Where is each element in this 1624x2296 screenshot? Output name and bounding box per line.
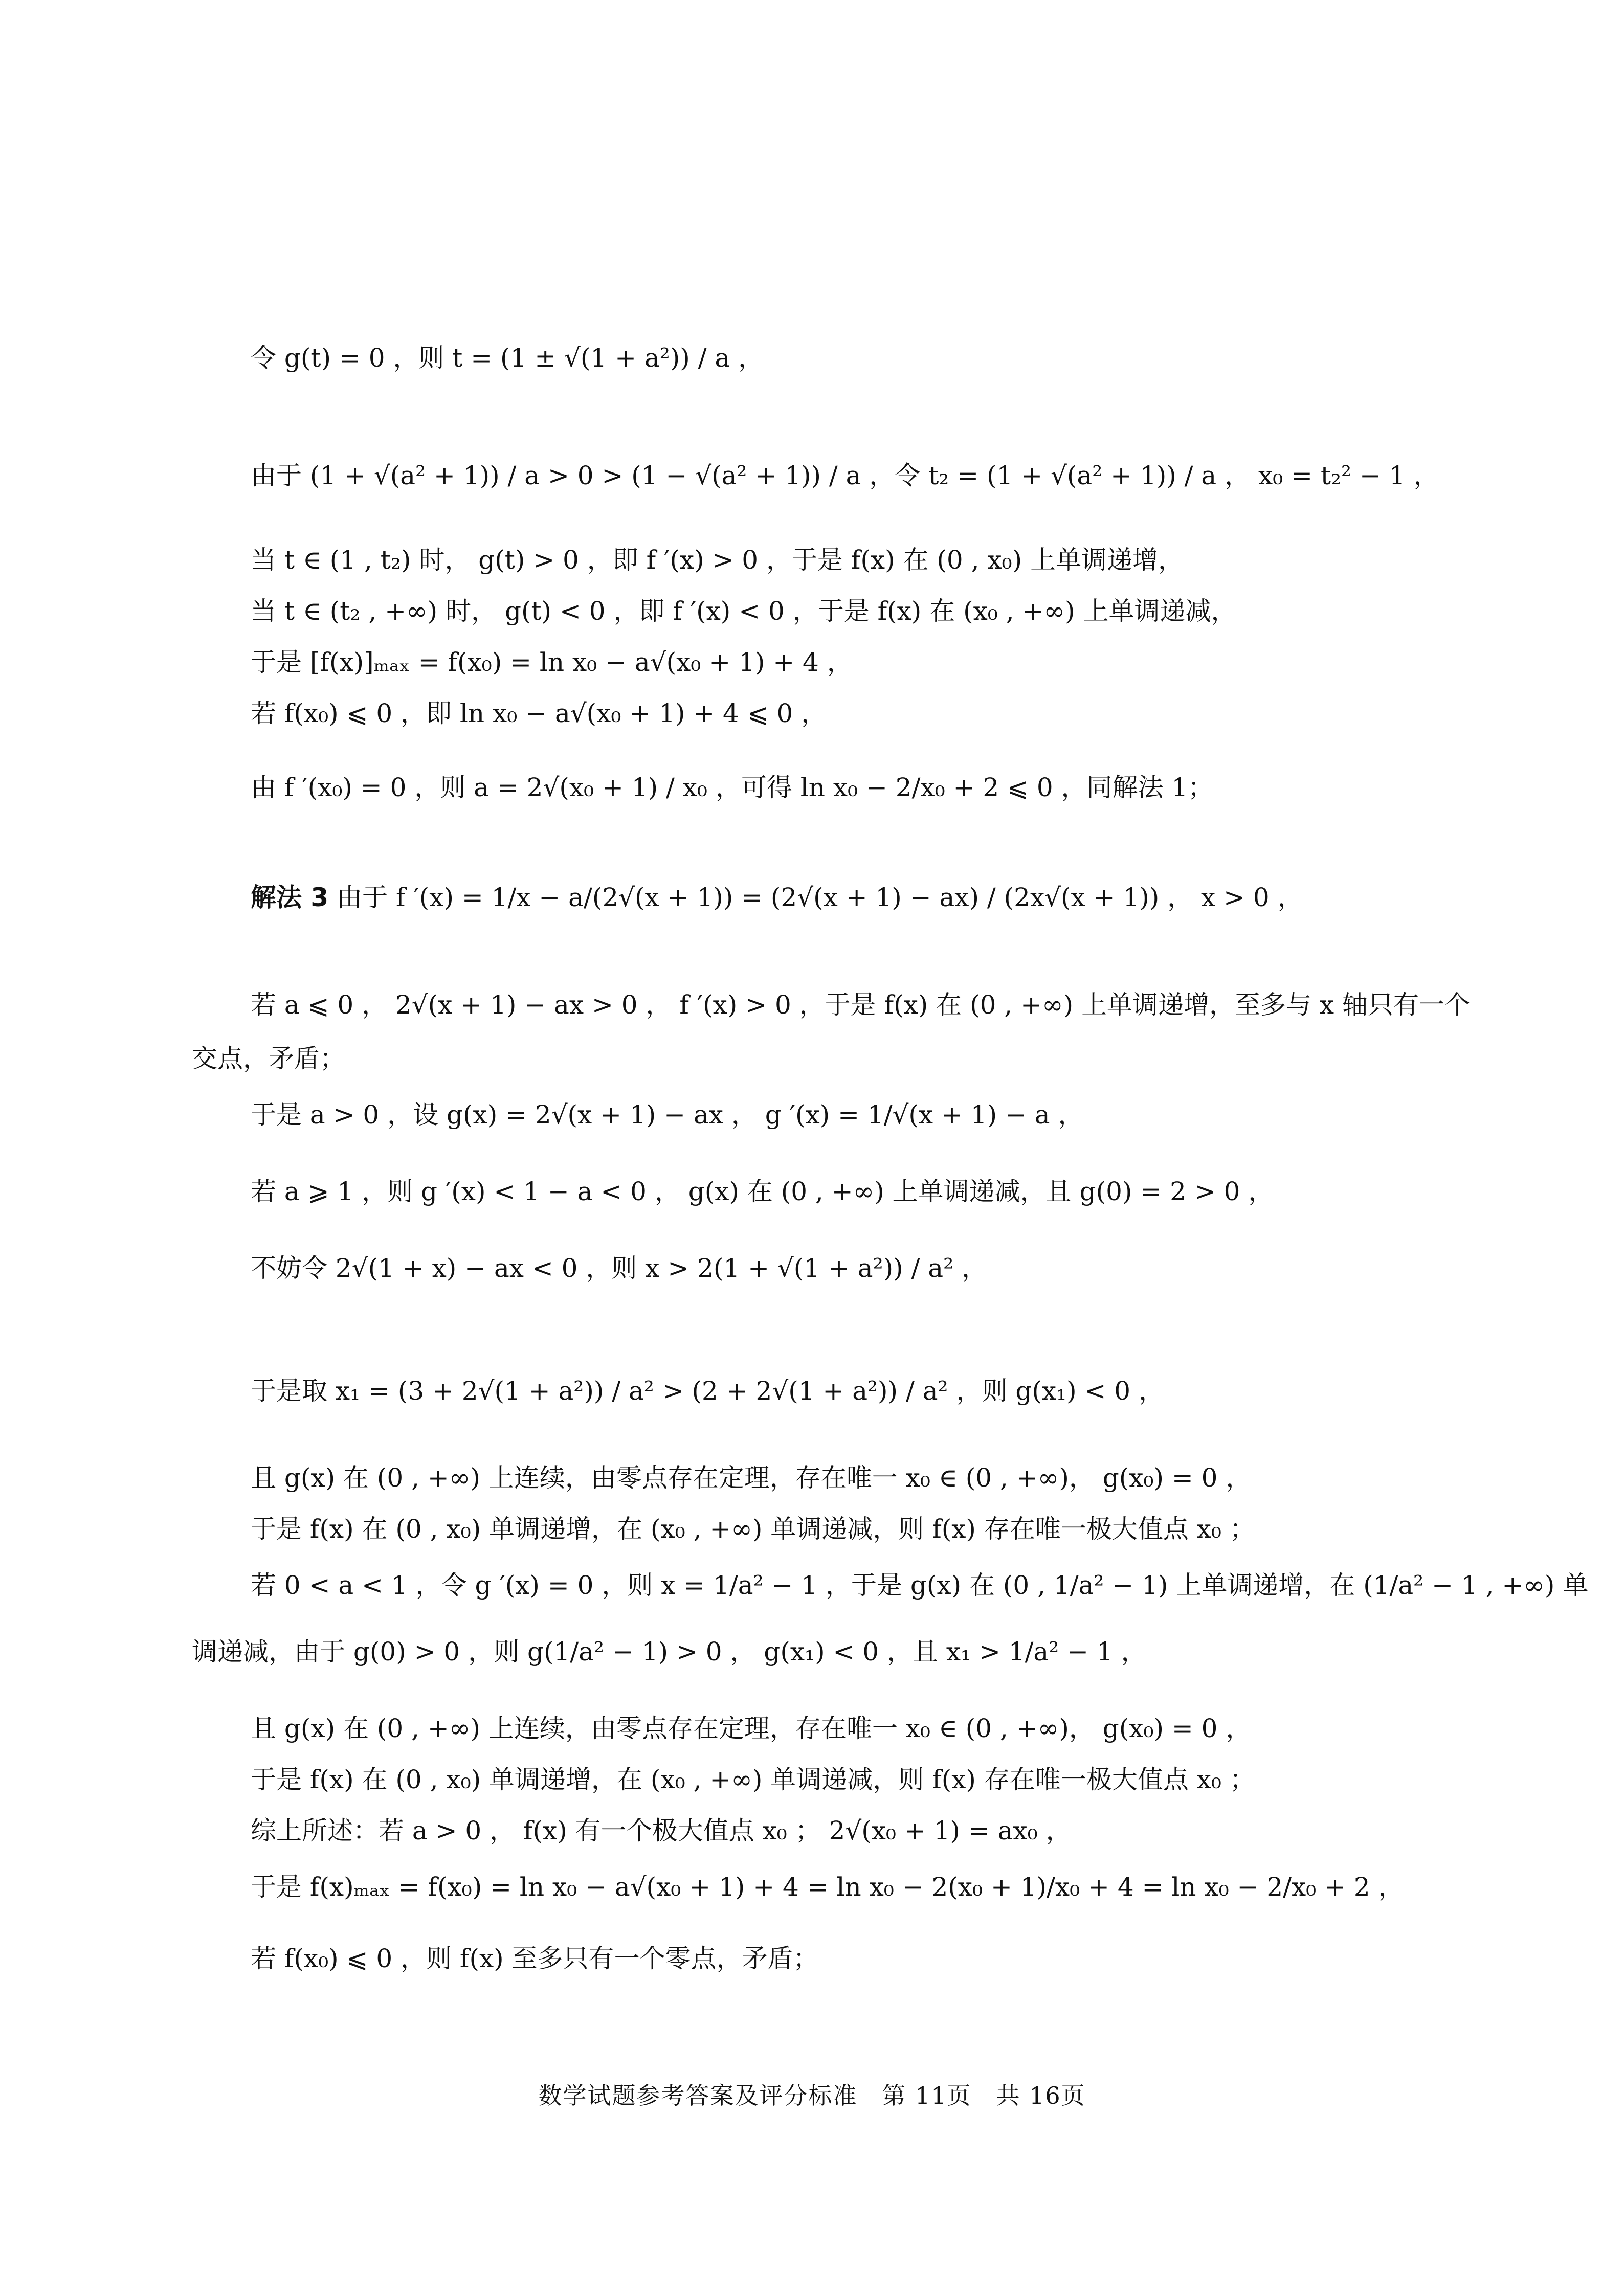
text-line-13: 不妨令 2√(1 + x) − ax < 0 ，则 x > 2(1 + √(1 + a²)) / a² ， — [251, 1253, 988, 1283]
text-line-1: 令 g(t) = 0 ，则 t = (1 ± √(1 + a²)) / a ， — [251, 343, 764, 373]
text-line-22: 于是 f(x)ₘₐₓ = f(x₀) = ln x₀ − a√(x₀ + 1) + 4 = ln x₀ − 2(x₀ + 1)/x₀ + 4 = ln x₀ − 2/x₀ + 2 ， — [251, 1872, 1404, 1902]
text-line-4: 当 t ∈ (t₂ , +∞) 时， g(t) < 0 ，即 f ′(x) < 0 ，于是 f(x) 在 (x₀ , +∞) 上单调递减， — [251, 596, 1237, 626]
text-line-6: 若 f(x₀) ⩽ 0 ，即 ln x₀ − a√(x₀ + 1) + 4 ⩽ 0 ， — [251, 699, 827, 728]
text-line-16: 于是 f(x) 在 (0 , x₀) 单调递增，在 (x₀ , +∞) 单调递减，则 f(x) 存在唯一极大值点 x₀ ； — [251, 1514, 1255, 1544]
method-3-heading: 解法 3 — [251, 883, 329, 912]
text-line-10: 交点，矛盾； — [192, 1044, 345, 1073]
text-line-15: 且 g(x) 在 (0 , +∞) 上连续，由零点存在定理，存在唯一 x₀ ∈ (0 , +∞)， g(x₀) = 0 ， — [251, 1463, 1252, 1493]
text-line-12: 若 a ⩾ 1 ，则 g ′(x) < 1 − a < 0 ， g(x) 在 (0 , +∞) 上单调递减，且 g(0) = 2 > 0 ， — [251, 1177, 1274, 1206]
page-footer: 数学试题参考答案及评分标准 第 11页 共 16页 — [538, 2082, 1086, 2109]
text-line-14: 于是取 x₁ = (3 + 2√(1 + a²)) / a² > (2 + 2√(1 + a²)) / a² ，则 g(x₁) < 0 ， — [251, 1376, 1164, 1406]
method-3-line — [251, 882, 1303, 913]
text-line-11: 于是 a > 0 ，设 g(x) = 2√(x + 1) − ax ， g ′(x) = 1/√(x + 1) − a ， — [251, 1100, 1084, 1130]
text-line-21: 综上所述：若 a > 0 ， f(x) 有一个极大值点 x₀ ； 2√(x₀ + 1) = ax₀ ， — [251, 1816, 1072, 1845]
text-line-17: 若 0 < a < 1 ，令 g ′(x) = 0 ，则 x = 1/a² − 1 ，于是 g(x) 在 (0 , 1/a² − 1) 上单调递增，在 (1/a² − 1 , +∞) 单 — [251, 1570, 1589, 1600]
text-line-7: 由 f ′(x₀) = 0 ，则 a = 2√(x₀ + 1) / x₀ ，可得 ln x₀ − 2/x₀ + 2 ⩽ 0 ，同解法 1； — [251, 773, 1214, 802]
text-line-8: 由于 f ′(x) = 1/x − a/(2√(x + 1)) = (2√(x + 1) − ax) / (2x√(x + 1)) ， x > 0 ， — [337, 883, 1303, 912]
text-line-23: 若 f(x₀) ⩽ 0 ，则 f(x) 至多只有一个零点，矛盾； — [251, 1944, 819, 1973]
text-line-9: 若 a ⩽ 0 ， 2√(x + 1) − ax > 0 ， f ′(x) > 0 ，于是 f(x) 在 (0 , +∞) 上单调递增，至多与 x 轴只有一个 — [251, 990, 1471, 1020]
text-line-3: 当 t ∈ (1 , t₂) 时， g(t) > 0 ，即 f ′(x) > 0 ，于是 f(x) 在 (0 , x₀) 上单调递增， — [251, 545, 1184, 575]
text-line-18: 调递减，由于 g(0) > 0 ，则 g(1/a² − 1) > 0 ， g(x₁) < 0 ，且 x₁ > 1/a² − 1 ， — [192, 1637, 1147, 1667]
text-line-2: 由于 (1 + √(a² + 1)) / a > 0 > (1 − √(a² + 1)) / a ，令 t₂ = (1 + √(a² + 1)) / a ， x₀ = t₂² − 1 ， — [251, 461, 1439, 490]
text-line-20: 于是 f(x) 在 (0 , x₀) 单调递增，在 (x₀ , +∞) 单调递减，则 f(x) 存在唯一极大值点 x₀ ； — [251, 1765, 1255, 1794]
text-line-19: 且 g(x) 在 (0 , +∞) 上连续，由零点存在定理，存在唯一 x₀ ∈ (0 , +∞)， g(x₀) = 0 ， — [251, 1714, 1252, 1743]
text-line-5: 于是 [f(x)]ₘₐₓ = f(x₀) = ln x₀ − a√(x₀ + 1) + 4 ， — [251, 647, 853, 677]
